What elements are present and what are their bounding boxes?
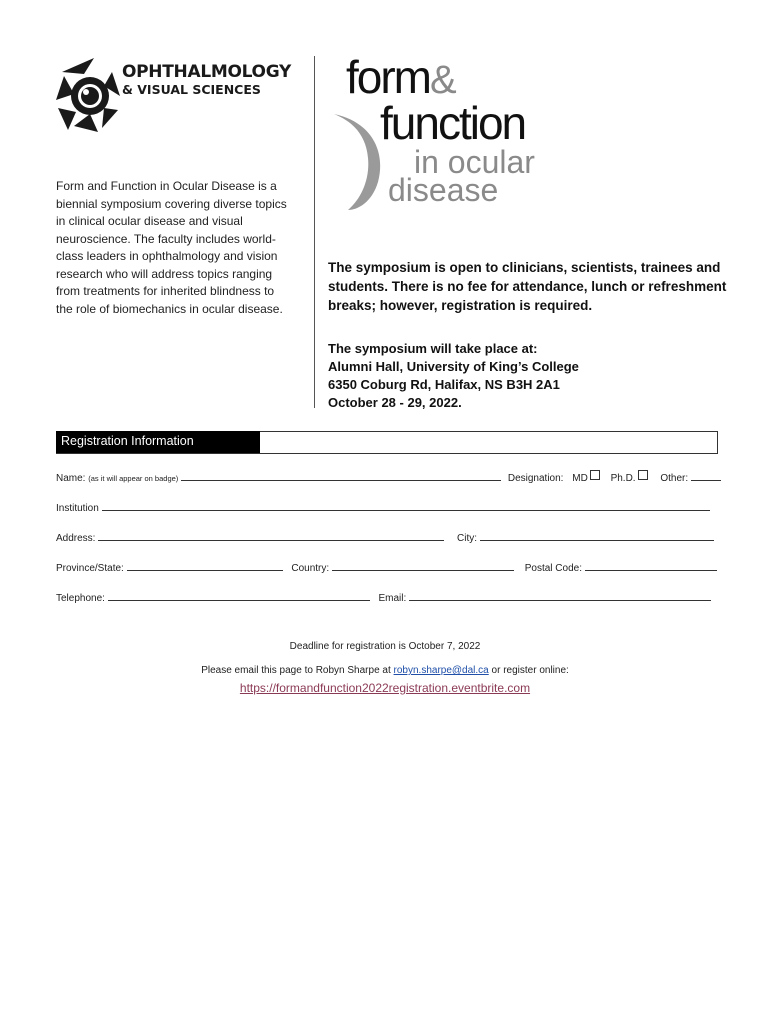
registration-title: Registration Information bbox=[56, 431, 260, 453]
phd-label: Ph.D. bbox=[610, 473, 636, 484]
email-suffix: or register online: bbox=[491, 665, 569, 676]
address-row bbox=[56, 530, 718, 544]
md-checkbox[interactable] bbox=[590, 470, 600, 480]
title-disease: disease bbox=[388, 172, 499, 208]
email-prefix: Please email this page to Robyn Sharpe at bbox=[201, 665, 391, 676]
eye-icon bbox=[54, 56, 122, 134]
telephone-field[interactable] bbox=[108, 590, 370, 601]
intro-paragraph: Form and Function in Ocular Disease is a biennial symposium covering diverse topics in clinical ocular disease and visual neuroscience. The faculty includes world-class leaders in ophthalmology and vision research who will address topics ranging from treatments for inherited blindness to the role of biomechanics in ocular disease. bbox=[56, 179, 287, 316]
attendance-note: The symposium is open to clinicians, scientists, trainees and students. There is no fee for attendance, lunch or refreshment breaks; however, registration is required. bbox=[328, 260, 727, 313]
name-label: Name: bbox=[56, 473, 86, 484]
name-field[interactable] bbox=[181, 470, 501, 481]
telephone-label: Telephone: bbox=[56, 593, 105, 604]
province-label: Province/State: bbox=[56, 563, 124, 574]
deadline-text: Deadline for registration is October 7, 2022 bbox=[289, 641, 481, 652]
venue-heading: The symposium will take place at: bbox=[328, 341, 538, 356]
email-instructions bbox=[0, 665, 770, 676]
venue-hall: Alumni Hall, University of King’s College bbox=[328, 359, 579, 374]
other-label: Other: bbox=[660, 473, 689, 484]
title-ampersand: & bbox=[430, 58, 455, 102]
venue-block bbox=[328, 340, 738, 412]
country-field[interactable] bbox=[332, 560, 514, 571]
postal-field[interactable] bbox=[585, 560, 717, 571]
institution-field[interactable] bbox=[102, 500, 710, 511]
postal-label: Postal Code: bbox=[524, 563, 582, 574]
institution-row bbox=[56, 500, 718, 514]
country-label: Country: bbox=[291, 563, 330, 574]
designation-label: Designation: bbox=[507, 473, 564, 484]
telephone-row bbox=[56, 590, 718, 604]
md-label: MD bbox=[572, 473, 588, 484]
city-field[interactable] bbox=[480, 530, 714, 541]
phd-checkbox[interactable] bbox=[638, 470, 648, 480]
divider bbox=[314, 56, 315, 408]
title-form bbox=[346, 51, 455, 103]
venue-dates: October 28 - 29, 2022. bbox=[328, 395, 462, 410]
email-label: Email: bbox=[378, 593, 407, 604]
venue-address: 6350 Coburg Rd, Halifax, NS B3H 2A1 bbox=[328, 377, 560, 392]
email-field[interactable] bbox=[409, 590, 711, 601]
name-row bbox=[56, 470, 718, 484]
logo-title: OPHTHALMOLOGY bbox=[122, 62, 291, 82]
province-field[interactable] bbox=[127, 560, 283, 571]
province-row bbox=[56, 560, 718, 574]
title-in-ocular: in ocular bbox=[414, 144, 535, 180]
logo-subtitle: & VISUAL SCIENCES bbox=[122, 82, 261, 97]
title-function: function bbox=[380, 97, 526, 149]
title-word-form: form bbox=[346, 51, 430, 103]
email-link[interactable]: robyn.sharpe@dal.ca bbox=[393, 665, 489, 676]
registration-link[interactable]: https://formandfunction2022registration.eventbrite.com bbox=[239, 681, 531, 695]
name-hint: (as it will appear on badge) bbox=[88, 474, 179, 483]
institution-label: Institution bbox=[56, 503, 99, 514]
other-field[interactable] bbox=[691, 470, 721, 481]
city-label: City: bbox=[457, 533, 478, 544]
address-field[interactable] bbox=[98, 530, 444, 541]
address-label: Address: bbox=[56, 533, 96, 544]
crescent-icon bbox=[328, 112, 388, 212]
